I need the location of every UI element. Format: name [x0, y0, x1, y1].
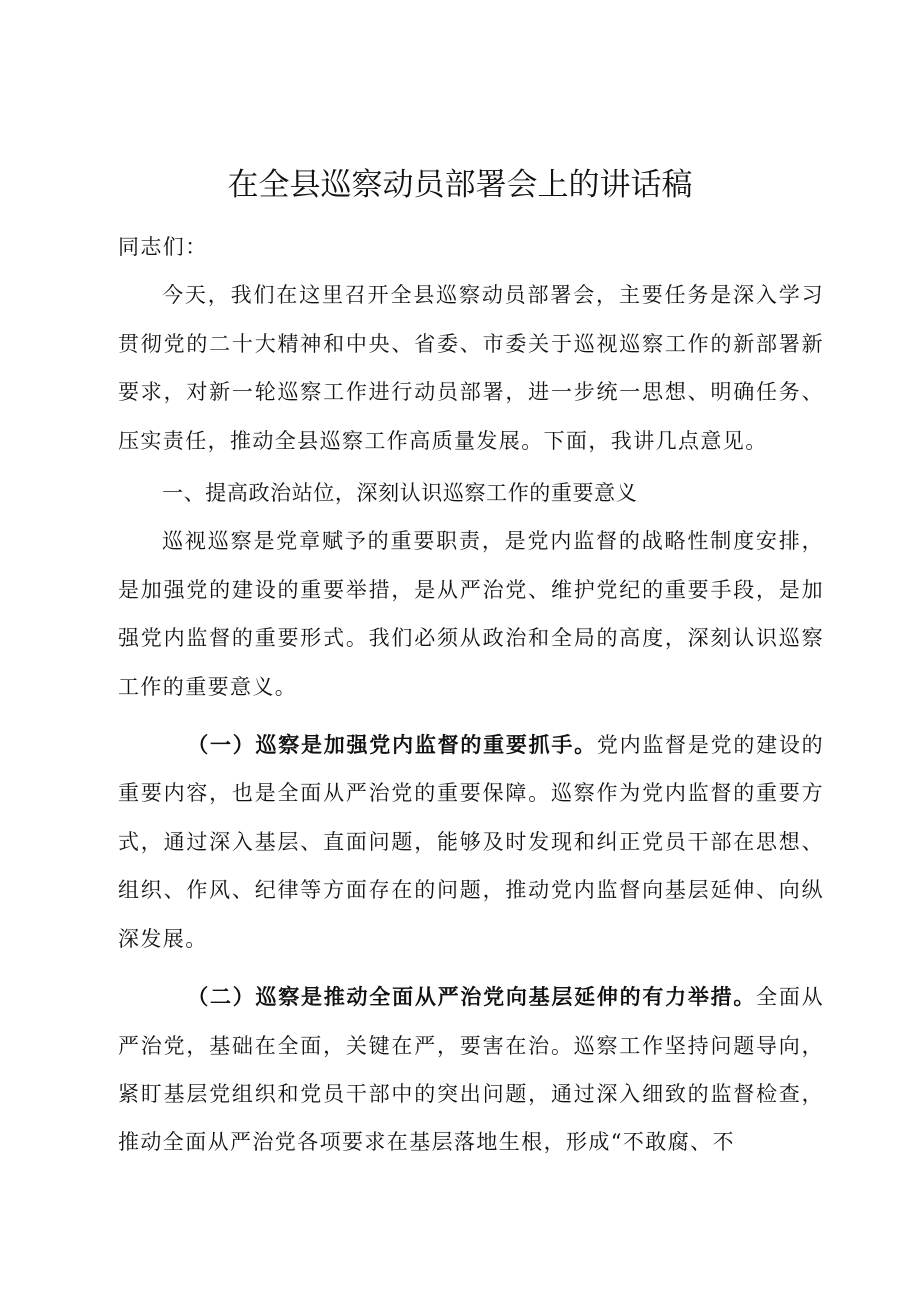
section-paragraph: 巡视巡察是党章赋予的重要职责，是党内监督的战略性制度安排，是加强党的建设的重要举措，是从严治党、维护党纪的重要手段，是加强党内监督的重要形式。我们必须从政治和全局的高度，深刻认识巡察工作的重要意义。	[118, 529, 824, 699]
salutation: 同志们：	[118, 235, 208, 259]
sub-point-1	[118, 721, 824, 963]
document-title: 在全县巡察动员部署会上的讲话稿	[227, 167, 693, 203]
section-heading: 一、提高政治站位，深刻认识巡察工作的重要意义	[162, 481, 638, 506]
sub-point-2	[118, 973, 824, 1167]
sub-point-1-lead: （一）巡察是加强党内监督的重要抓手。	[187, 732, 597, 758]
sub-point-2-text: 全面从严治党，基础在全面，关键在严，要害在治。巡察工作坚持问题导向，紧盯基层党组织和党员干部中的突出问题，通过深入细致的监督检查，推动全面从严治党各项要求在基层落地生根，形成“不敢腐、不	[118, 985, 824, 1155]
intro-paragraph: 今天，我们在这里召开全县巡察动员部署会，主要任务是深入学习贯彻党的二十大精神和中央、省委、市委关于巡视巡察工作的新部署新要求，对新一轮巡察工作进行动员部署，进一步统一思想、明确任务、压实责任，推动全县巡察工作高质量发展。下面，我讲几点意见。	[118, 283, 824, 453]
sub-point-2-lead: （二）巡察是推动全面从严治党向基层延伸的有力举措。	[187, 984, 757, 1010]
document-body	[118, 223, 824, 1167]
sub-point-1-text: 党内监督是党的建设的重要内容，也是全面从严治党的重要保障。巡察作为党内监督的重要方式，通过深入基层、直面问题，能够及时发现和纠正党员干部在思想、组织、作风、纪律等方面存在的问题，推动党内监督向基层延伸、向纵深发展。	[118, 733, 825, 951]
